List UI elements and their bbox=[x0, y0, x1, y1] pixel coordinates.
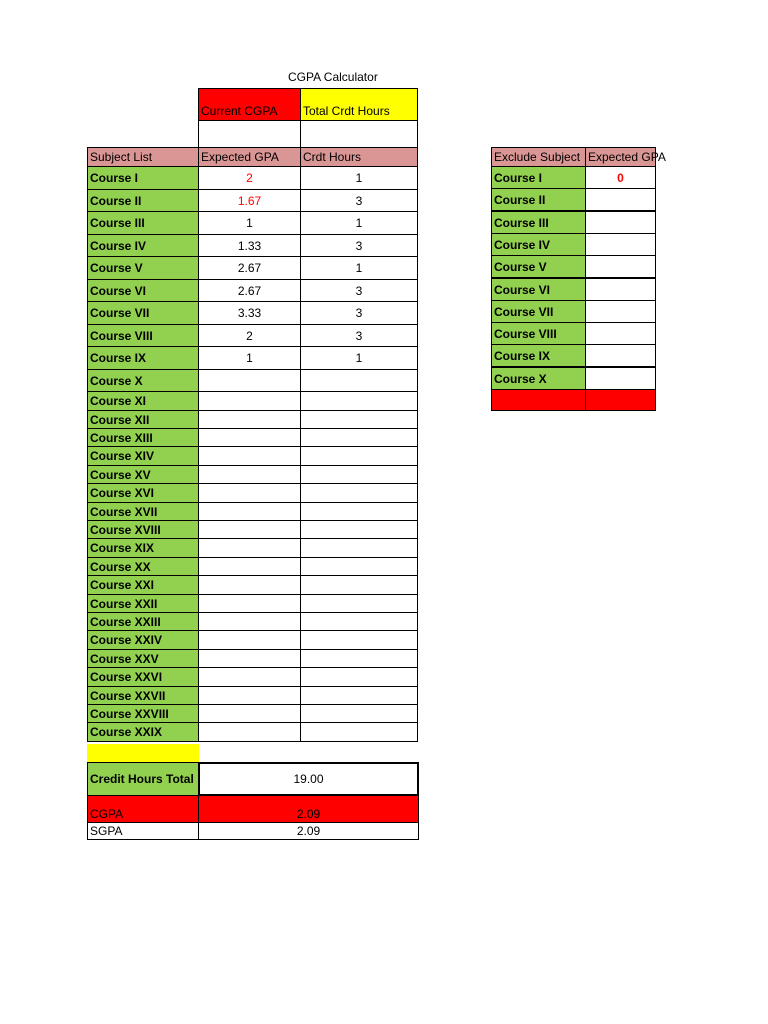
course-name-cell: Course IX bbox=[87, 346, 199, 370]
exclude-gpa-cell[interactable] bbox=[585, 188, 656, 211]
expected-gpa-cell[interactable] bbox=[198, 557, 301, 576]
credit-hours-cell[interactable]: 1 bbox=[300, 166, 418, 190]
credit-hours-cell[interactable]: 1 bbox=[300, 346, 418, 370]
yellow-filler-cell bbox=[87, 744, 199, 762]
credit-hours-cell[interactable]: 1 bbox=[300, 256, 418, 280]
expected-gpa-cell[interactable] bbox=[198, 391, 301, 411]
column-header-credit-hours: Crdt Hours bbox=[300, 147, 418, 167]
credit-hours-cell[interactable]: 3 bbox=[300, 279, 418, 302]
credit-hours-cell[interactable] bbox=[300, 502, 418, 521]
course-name-cell: Course XII bbox=[87, 410, 199, 429]
credit-hours-cell[interactable]: 3 bbox=[300, 189, 418, 212]
expected-gpa-cell[interactable] bbox=[198, 538, 301, 558]
expected-gpa-cell[interactable] bbox=[198, 630, 301, 650]
current-cgpa-label: Current CGPA bbox=[198, 88, 301, 121]
expected-gpa-cell[interactable] bbox=[198, 502, 301, 521]
credit-hours-cell[interactable] bbox=[300, 704, 418, 723]
course-name-cell: Course XXI bbox=[87, 575, 199, 595]
expected-gpa-cell[interactable] bbox=[198, 649, 301, 668]
expected-gpa-cell[interactable]: 2 bbox=[198, 324, 301, 347]
exclude-total-label-cell bbox=[491, 389, 586, 411]
exclude-course-cell: Course VI bbox=[491, 278, 586, 301]
credit-hours-cell[interactable]: 1 bbox=[300, 211, 418, 235]
expected-gpa-cell[interactable]: 3.33 bbox=[198, 301, 301, 325]
course-name-cell: Course XX bbox=[87, 557, 199, 576]
credit-hours-cell[interactable] bbox=[300, 686, 418, 705]
page-title: CGPA Calculator bbox=[288, 70, 378, 84]
credit-hours-cell[interactable] bbox=[300, 369, 418, 392]
credit-hours-total-label: Credit Hours Total bbox=[87, 762, 199, 796]
expected-gpa-cell[interactable] bbox=[198, 369, 301, 392]
cgpa-value: 2.09 bbox=[198, 795, 419, 823]
exclude-course-cell: Course V bbox=[491, 255, 586, 278]
exclude-header-expected-gpa: Expected GPA bbox=[585, 147, 656, 167]
course-name-cell: Course I bbox=[87, 166, 199, 190]
credit-hours-cell[interactable]: 3 bbox=[300, 324, 418, 347]
course-name-cell: Course XXVI bbox=[87, 667, 199, 687]
credit-hours-cell[interactable] bbox=[300, 520, 418, 539]
course-name-cell: Course XXIII bbox=[87, 612, 199, 631]
expected-gpa-cell[interactable]: 2.67 bbox=[198, 256, 301, 280]
expected-gpa-cell[interactable] bbox=[198, 722, 301, 742]
course-name-cell: Course XIV bbox=[87, 446, 199, 466]
current-cgpa-input[interactable] bbox=[198, 120, 301, 148]
expected-gpa-cell[interactable]: 1 bbox=[198, 346, 301, 370]
credit-hours-cell[interactable] bbox=[300, 667, 418, 687]
exclude-course-cell: Course VII bbox=[491, 300, 586, 323]
course-name-cell: Course XXV bbox=[87, 649, 199, 668]
credit-hours-cell[interactable] bbox=[300, 428, 418, 447]
exclude-course-cell: Course X bbox=[491, 367, 586, 390]
expected-gpa-cell[interactable] bbox=[198, 612, 301, 631]
course-name-cell: Course VII bbox=[87, 301, 199, 325]
exclude-gpa-cell[interactable] bbox=[585, 233, 656, 256]
course-name-cell: Course VI bbox=[87, 279, 199, 302]
exclude-gpa-cell[interactable] bbox=[585, 300, 656, 323]
expected-gpa-cell[interactable] bbox=[198, 594, 301, 613]
expected-gpa-cell[interactable] bbox=[198, 520, 301, 539]
exclude-gpa-cell[interactable]: 0 bbox=[585, 166, 656, 189]
exclude-gpa-cell[interactable] bbox=[585, 344, 656, 367]
course-name-cell: Course XXIV bbox=[87, 630, 199, 650]
credit-hours-cell[interactable] bbox=[300, 722, 418, 742]
credit-hours-cell[interactable] bbox=[300, 538, 418, 558]
course-name-cell: Course XV bbox=[87, 465, 199, 484]
credit-hours-cell[interactable] bbox=[300, 612, 418, 631]
credit-hours-cell[interactable]: 3 bbox=[300, 234, 418, 257]
cgpa-label: CGPA bbox=[87, 795, 199, 823]
course-name-cell: Course XIX bbox=[87, 538, 199, 558]
credit-hours-total-value: 19.00 bbox=[198, 762, 419, 796]
expected-gpa-cell[interactable] bbox=[198, 465, 301, 484]
expected-gpa-cell[interactable]: 1.67 bbox=[198, 189, 301, 212]
exclude-header-subject: Exclude Subject bbox=[491, 147, 586, 167]
credit-hours-cell[interactable] bbox=[300, 649, 418, 668]
credit-hours-cell[interactable]: 3 bbox=[300, 301, 418, 325]
expected-gpa-cell[interactable]: 1.33 bbox=[198, 234, 301, 257]
exclude-gpa-cell[interactable] bbox=[585, 322, 656, 345]
exclude-total-value-cell bbox=[585, 389, 656, 411]
course-name-cell: Course II bbox=[87, 189, 199, 212]
exclude-course-cell: Course IV bbox=[491, 233, 586, 256]
course-name-cell: Course IV bbox=[87, 234, 199, 257]
course-name-cell: Course XXVIII bbox=[87, 704, 199, 723]
expected-gpa-cell[interactable] bbox=[198, 667, 301, 687]
course-name-cell: Course III bbox=[87, 211, 199, 235]
course-name-cell: Course XIII bbox=[87, 428, 199, 447]
course-name-cell: Course XVII bbox=[87, 502, 199, 521]
course-name-cell: Course XXVII bbox=[87, 686, 199, 705]
exclude-course-cell: Course II bbox=[491, 188, 586, 211]
expected-gpa-cell[interactable]: 1 bbox=[198, 211, 301, 235]
credit-hours-cell[interactable] bbox=[300, 575, 418, 595]
course-name-cell: Course VIII bbox=[87, 324, 199, 347]
expected-gpa-cell[interactable]: 2 bbox=[198, 166, 301, 190]
credit-hours-cell[interactable] bbox=[300, 557, 418, 576]
exclude-course-cell: Course VIII bbox=[491, 322, 586, 345]
credit-hours-cell[interactable] bbox=[300, 391, 418, 411]
column-header-subject: Subject List bbox=[87, 147, 199, 167]
credit-hours-cell[interactable] bbox=[300, 483, 418, 503]
expected-gpa-cell[interactable] bbox=[198, 428, 301, 447]
expected-gpa-cell[interactable] bbox=[198, 704, 301, 723]
credit-hours-cell[interactable] bbox=[300, 630, 418, 650]
course-name-cell: Course XXII bbox=[87, 594, 199, 613]
exclude-gpa-cell[interactable] bbox=[585, 211, 656, 234]
credit-hours-cell[interactable] bbox=[300, 446, 418, 466]
expected-gpa-cell[interactable] bbox=[198, 575, 301, 595]
sgpa-label: SGPA bbox=[87, 822, 199, 840]
expected-gpa-cell[interactable] bbox=[198, 686, 301, 705]
exclude-gpa-cell[interactable] bbox=[585, 278, 656, 301]
exclude-course-cell: Course I bbox=[491, 166, 586, 189]
total-credit-hours-input[interactable] bbox=[300, 120, 418, 148]
credit-hours-cell[interactable] bbox=[300, 410, 418, 429]
expected-gpa-cell[interactable] bbox=[198, 410, 301, 429]
total-credit-hours-label: Total Crdt Hours bbox=[300, 88, 418, 121]
exclude-gpa-cell[interactable] bbox=[585, 255, 656, 278]
course-name-cell: Course XXIX bbox=[87, 722, 199, 742]
exclude-course-cell: Course III bbox=[491, 211, 586, 234]
credit-hours-cell[interactable] bbox=[300, 594, 418, 613]
expected-gpa-cell[interactable]: 2.67 bbox=[198, 279, 301, 302]
sgpa-value: 2.09 bbox=[198, 822, 419, 840]
credit-hours-cell[interactable] bbox=[300, 465, 418, 484]
course-name-cell: Course XVI bbox=[87, 483, 199, 503]
exclude-course-cell: Course IX bbox=[491, 344, 586, 367]
course-name-cell: Course X bbox=[87, 369, 199, 392]
exclude-gpa-cell[interactable] bbox=[585, 367, 656, 390]
course-name-cell: Course V bbox=[87, 256, 199, 280]
column-header-expected-gpa: Expected GPA bbox=[198, 147, 301, 167]
course-name-cell: Course XVIII bbox=[87, 520, 199, 539]
expected-gpa-cell[interactable] bbox=[198, 483, 301, 503]
course-name-cell: Course XI bbox=[87, 391, 199, 411]
expected-gpa-cell[interactable] bbox=[198, 446, 301, 466]
